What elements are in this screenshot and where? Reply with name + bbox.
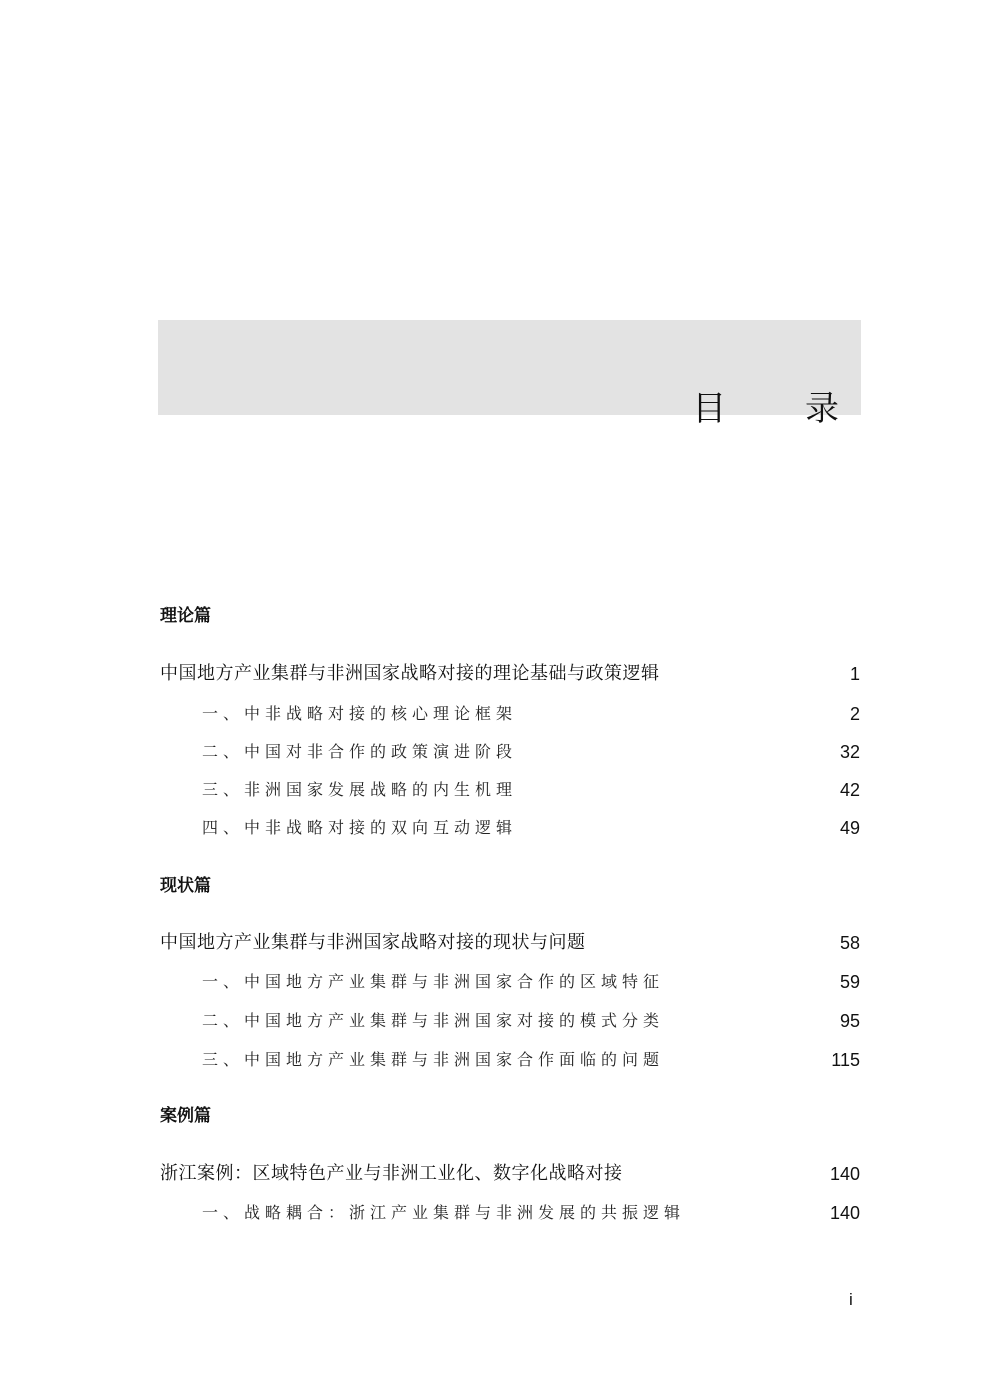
toc-chapter-entry[interactable] bbox=[160, 931, 860, 955]
page-number: 2 bbox=[849, 704, 860, 724]
toc-sub-entry[interactable] bbox=[160, 1009, 860, 1033]
chapter-title: 中国地方产业集群与非洲国家战略对接的现状与问题 bbox=[160, 932, 586, 953]
chapter-title: 中国地方产业集群与非洲国家战略对接的理论基础与政策逻辑 bbox=[160, 663, 660, 684]
toc-chapter-entry[interactable] bbox=[160, 1162, 860, 1186]
page-number: 59 bbox=[839, 972, 860, 992]
sub-entry-title: 二、中国地方产业集群与非洲国家对接的模式分类 bbox=[202, 1011, 665, 1030]
sub-entry-title: 二、中国对非合作的政策演进阶段 bbox=[202, 742, 518, 761]
page-number: 49 bbox=[839, 818, 860, 838]
page-number: 140 bbox=[829, 1164, 860, 1184]
page-number: 95 bbox=[839, 1011, 860, 1031]
page-number: 58 bbox=[839, 933, 860, 953]
toc-sub-entry[interactable] bbox=[160, 778, 860, 802]
sub-entry-title: 三、中国地方产业集群与非洲国家合作面临的问题 bbox=[202, 1050, 665, 1069]
toc-sub-entry[interactable] bbox=[160, 740, 860, 764]
toc-chapter-entry[interactable] bbox=[160, 662, 860, 686]
page-folio: i bbox=[849, 1290, 853, 1309]
chapter-title: 浙江案例：区域特色产业与非洲工业化、数字化战略对接 bbox=[160, 1163, 623, 1184]
page-title: 目 录 bbox=[692, 389, 873, 429]
page-number: 140 bbox=[829, 1203, 860, 1223]
toc-sub-entry[interactable] bbox=[160, 970, 860, 994]
page-number: 1 bbox=[849, 664, 860, 684]
toc-sub-entry[interactable] bbox=[160, 1048, 860, 1072]
page-number: 42 bbox=[839, 780, 860, 800]
sub-entry-title: 三、非洲国家发展战略的内生机理 bbox=[202, 780, 518, 799]
toc-sub-entry[interactable] bbox=[160, 1201, 860, 1225]
section-heading-cases: 案例篇 bbox=[160, 1106, 211, 1126]
sub-entry-title: 一、战略耦合：浙江产业集群与非洲发展的共振逻辑 bbox=[202, 1203, 686, 1222]
sub-entry-title: 一、中非战略对接的核心理论框架 bbox=[202, 704, 518, 723]
page-number: 115 bbox=[831, 1050, 860, 1070]
page-number: 32 bbox=[839, 742, 860, 762]
section-heading-theory: 理论篇 bbox=[160, 606, 211, 626]
section-heading-status: 现状篇 bbox=[160, 876, 211, 896]
toc-sub-entry[interactable] bbox=[160, 816, 860, 840]
toc-sub-entry[interactable] bbox=[160, 702, 860, 726]
sub-entry-title: 四、中非战略对接的双向互动逻辑 bbox=[202, 818, 518, 837]
sub-entry-title: 一、中国地方产业集群与非洲国家合作的区域特征 bbox=[202, 972, 665, 991]
